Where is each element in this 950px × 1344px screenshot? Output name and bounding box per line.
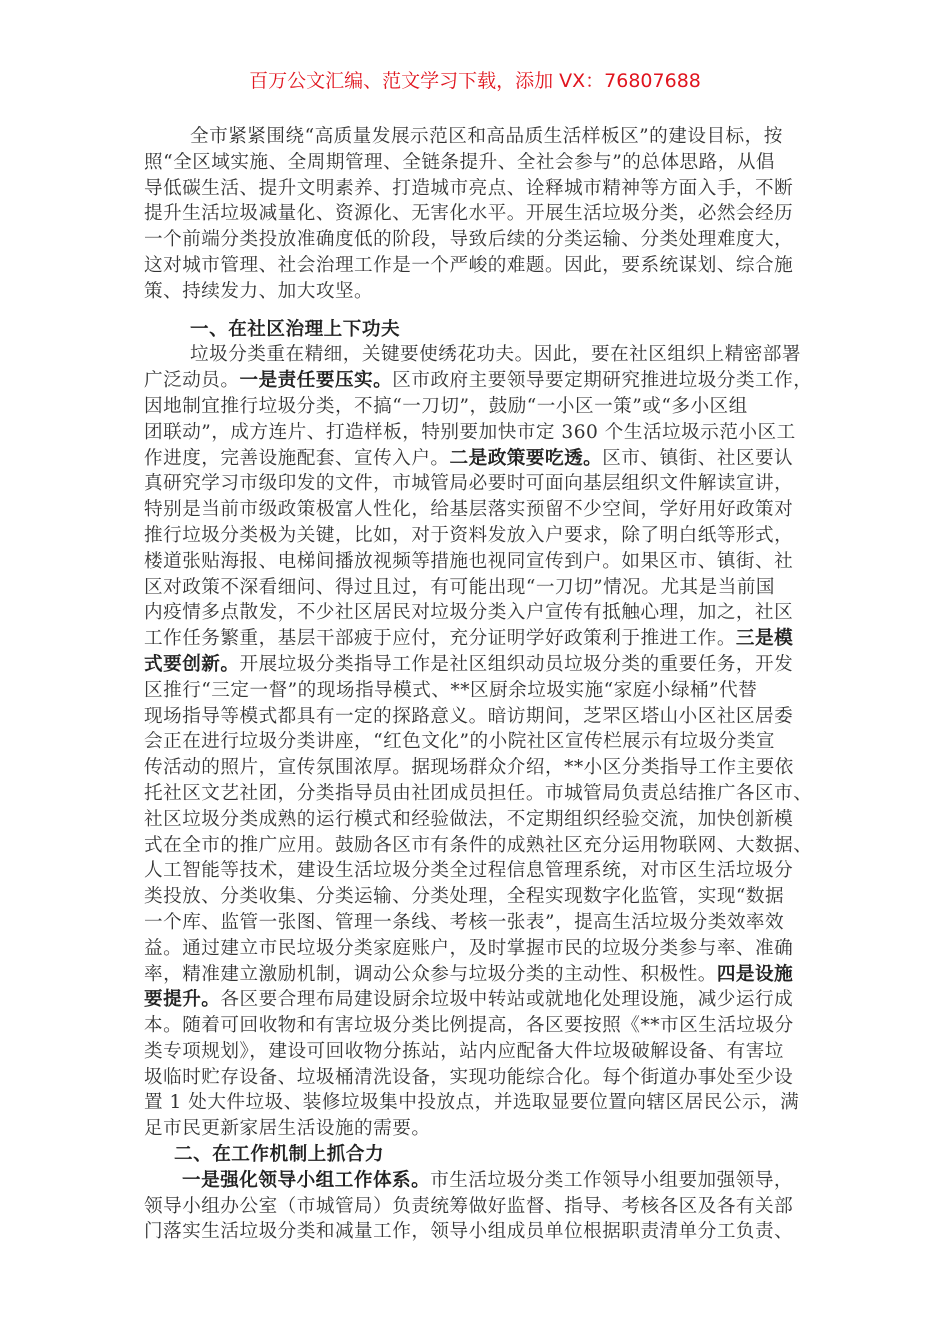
section-1-body <box>144 342 816 1142</box>
bold-lead-phrase: 二是政策要吃透。 <box>449 447 603 469</box>
text-line <box>144 1090 816 1116</box>
text-line <box>144 368 816 394</box>
text-line <box>144 549 816 575</box>
text-span: 区市、镇街、社区要认 <box>602 447 794 469</box>
section-2-body <box>144 1168 816 1245</box>
text-span: 区市政府主要领导要定期研究推进垃圾分类工作， <box>392 370 813 392</box>
text-span: 会正在进行垃圾分类讲座，“红色文化”的小院社区宣传栏展示有垃圾分类宣 <box>144 731 776 753</box>
text-line: 提升生活垃圾减量化、资源化、无害化水平。开展生活垃圾分类，必然会经历 <box>144 203 794 225</box>
text-span: 足市民更新家居生活设施的需要。 <box>144 1118 431 1140</box>
text-line <box>144 1039 816 1065</box>
text-span: 领导小组办公室（市城管局）负责统筹做好监督、指导、考核各区及各有关部 <box>144 1195 794 1217</box>
text-line <box>144 962 816 988</box>
text-line <box>144 342 816 368</box>
text-line <box>144 1116 816 1142</box>
text-line <box>144 936 816 962</box>
text-span: 区推行“三定一督”的现场指导模式、**区厨余垃圾实施“家庭小绿桶”代替 <box>144 679 758 701</box>
text-line <box>144 678 816 704</box>
text-span: 推行垃圾分类极为关键，比如，对于资料发放入户要求，除了明白纸等形式， <box>144 524 794 546</box>
text-line <box>144 910 816 936</box>
text-span: 作进度，完善设施配套、宣传入户。 <box>144 447 450 469</box>
section-heading-1: 一、在社区治理上下功夫 <box>190 318 401 340</box>
text-span: 本。随着可回收物和有害垃圾分类比例提高，各区要按照《**市区生活垃圾分 <box>144 1015 794 1037</box>
text-line: 全市紧紧围绕“高质量发展示范区和高品质生活样板区”的建设目标，按 <box>190 126 783 147</box>
bold-lead-phrase: 四是设施 <box>716 963 794 985</box>
text-span: 广泛动员。 <box>144 370 240 392</box>
text-span: 托社区文艺社团，分类指导员由社团成员担任。市城管局负责总结推广各区市、 <box>144 782 813 804</box>
text-line <box>144 1219 816 1245</box>
text-span: 内疫情多点散发，不少社区居民对垃圾分类入户宣传有抵触心理，加之，社区 <box>144 602 794 624</box>
text-line <box>144 704 816 730</box>
text-line <box>144 833 816 859</box>
document-body <box>144 124 816 1245</box>
text-span: 类投放、分类收集、分类运输、分类处理，全程实现数字化监管，实现“数据 <box>144 886 785 908</box>
text-span: 益。通过建立市民垃圾分类家庭账户，及时掌握市民的垃圾分类参与率、准确 <box>144 937 794 959</box>
text-line <box>144 471 816 497</box>
text-span: 因地制宜推行垃圾分类，不搞“一刀切”，鼓励“一小区一策”或“多小区组 <box>144 395 748 417</box>
text-line <box>144 884 816 910</box>
text-line <box>144 1065 816 1091</box>
text-line <box>144 446 816 472</box>
intro-paragraph <box>144 124 816 305</box>
text-line <box>144 652 816 678</box>
bold-lead-phrase: 式要创新。 <box>144 653 240 675</box>
bold-lead-phrase: 一是强化领导小组工作体系。 <box>182 1169 431 1191</box>
text-line: 这对城市管理、社会治理工作是一个严峻的难题。因此，要系统谋划、综合施 <box>144 254 794 276</box>
text-span: 式在全市的推广应用。鼓励各区市有条件的成熟社区充分运用物联网、大数据、 <box>144 834 813 856</box>
text-span: 一个库、监管一张图、管理一条线、考核一张表”，提高生活垃圾分类效率效 <box>144 911 785 933</box>
text-line <box>144 523 816 549</box>
text-span: 楼道张贴海报、电梯间播放视频等措施也视同宣传到户。如果区市、镇街、社 <box>144 550 794 572</box>
text-span: 市生活垃圾分类工作领导小组要加强领导， <box>430 1169 794 1191</box>
bold-lead-phrase: 一是责任要压实。 <box>239 370 393 392</box>
text-line <box>144 1194 816 1220</box>
text-line <box>144 755 816 781</box>
text-span: 区对政策不深看细问、得过且过，有可能出现“一刀切”情况。尤其是当前国 <box>144 576 776 598</box>
text-line: 导低碳生活、提升文明素养、打造城市亮点、诠释城市精神等方面入手，不断 <box>144 177 794 199</box>
text-span: 各区要合理布局建设厨余垃圾中转站或就地化处理设施，减少运行成 <box>220 989 794 1011</box>
text-line <box>144 781 816 807</box>
text-span: 门落实生活垃圾分类和减量工作，领导小组成员单位根据职责清单分工负责、 <box>144 1221 794 1243</box>
bold-lead-phrase: 要提升。 <box>144 989 221 1011</box>
watermark-banner: 百万公文汇编、范文学习下载，添加 VX：76807688 <box>249 70 701 92</box>
text-span: 真研究学习市级印发的文件，市城管局必要时可面向基层组织文件解读宣讲， <box>144 473 794 495</box>
text-span: 工作任务繁重，基层干部疲于应付，充分证明学好政策利于推进工作。 <box>144 628 736 650</box>
bold-lead-phrase: 三是模 <box>735 628 794 650</box>
text-line <box>144 394 816 420</box>
text-line <box>144 420 816 446</box>
text-span: 人工智能等技术，建设生活垃圾分类全过程信息管理系统，对市区生活垃圾分 <box>144 860 794 882</box>
text-line <box>144 497 816 523</box>
text-span: 传活动的照片，宣传氛围浓厚。据现场群众介绍，**小区分类指导工作主要依 <box>144 757 794 779</box>
text-span: 团联动”，成方连片、打造样板，特别要加快市定 360 个生活垃圾示范小区工 <box>144 421 796 443</box>
text-span: 类专项规划》，建设可回收物分拣站，站内应配备大件垃圾破解设备、有害垃 <box>144 1040 784 1062</box>
text-span: 开展垃圾分类指导工作是社区组织动员垃圾分类的重要任务，开发 <box>239 653 794 675</box>
text-line <box>144 1013 816 1039</box>
text-line: 策、持续发力、加大攻坚。 <box>144 280 374 302</box>
text-span: 圾临时贮存设备、垃圾桶清洗设备，实现功能综合化。每个街道办事处至少设 <box>144 1066 794 1088</box>
text-line: 照“全区域实施、全周期管理、全链条提升、全社会参与”的总体思路，从倡 <box>144 151 776 173</box>
section-heading-2: 二、在工作机制上抓合力 <box>174 1144 385 1166</box>
text-line <box>144 1168 816 1194</box>
text-line <box>144 987 816 1013</box>
text-line: 一个前端分类投放准确度低的阶段，导致后续的分类运输、分类处理难度大， <box>144 229 794 251</box>
text-line <box>144 626 816 652</box>
text-line <box>144 729 816 755</box>
text-span: 社区垃圾分类成熟的运行模式和经验做法，不定期组织经验交流，加快创新模 <box>144 808 794 830</box>
text-line <box>144 575 816 601</box>
text-span: 率，精准建立激励机制，调动公众参与垃圾分类的主动性、积极性。 <box>144 963 717 985</box>
text-span: 现场指导等模式都具有一定的探路意义。暗访期间，芝罘区塔山小区社区居委 <box>144 705 794 727</box>
text-span: 特别是当前市级政策极富人性化，给基层落实预留不少空间，学好用好政策对 <box>144 499 794 521</box>
text-span: 垃圾分类重在精细，关键要使绣花功夫。因此，要在社区组织上精密部署 <box>190 344 802 366</box>
text-line <box>144 858 816 884</box>
text-line <box>144 807 816 833</box>
text-span: 置 1 处大件垃圾、装修垃圾集中投放点，并选取显要位置向辖区居民公示，满 <box>144 1092 800 1114</box>
text-line <box>144 600 816 626</box>
